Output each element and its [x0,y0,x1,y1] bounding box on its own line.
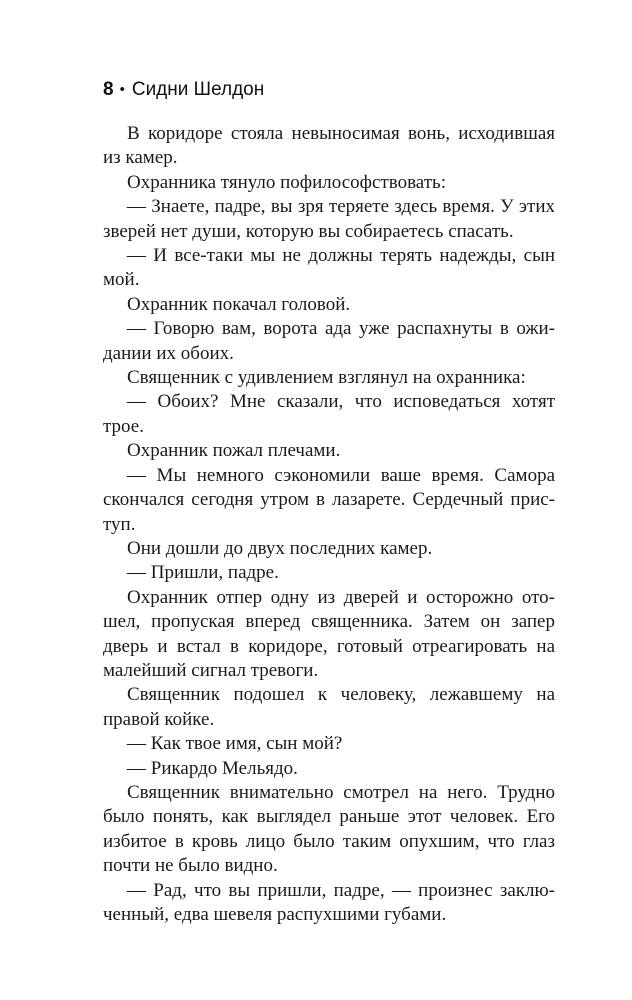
paragraph: — Обоих? Мне сказали, что исповедаться хотят трое. [103,391,555,437]
paragraph: — И все-таки мы не должны терять надежды, сын мой. [103,245,555,291]
paragraph: Охранник покачал головой. [127,293,351,315]
body-text [103,122,555,927]
paragraph: Охранника тянуло пофилософствовать: [127,171,446,193]
page-number: 8 [103,79,114,100]
paragraph: — Знаете, падре, вы зря теряете здесь время. У этих зверей нет души, которую вы собираетесь спасать. [103,196,555,242]
paragraph: — Как твое имя, сын мой? [127,733,343,755]
paragraph: Охранник пожал плечами. [127,440,341,462]
bullet-separator: • [119,81,125,98]
paragraph: — Мы немного сэкономили ваше время. Самора скончался сегодня утром в лазарете. Сердечный приступ. [103,464,555,535]
paragraph: — Пришли, падре. [127,562,279,584]
running-head [103,78,555,102]
paragraph: — Рад, что вы пришли, падре, — произнес заключенный, едва шевеля распухшими губами. [103,879,555,925]
paragraph: — Рикардо Мельядо. [127,757,298,779]
paragraph: В коридоре стояла невыносимая вонь, исходившая из камер. [103,123,555,169]
book-page [103,78,555,925]
paragraph: — Говорю вам, ворота ада уже распахнуты в ожидании их обоих. [103,318,555,364]
paragraph: Они дошли до двух последних камер. [127,537,433,559]
paragraph: Священник подошел к человеку, лежавшему на правой койке. [103,684,555,730]
author-name: Сидни Шелдон [131,79,265,100]
paragraph: Священник внимательно смотрел на него. Трудно было понять, как выглядел раньше этот человек. Его избитое в кровь лицо было таким опухшим, что глаз почти не было видно. [103,781,555,877]
paragraph: Священник с удивлением взглянул на охранника: [127,367,526,389]
paragraph: Охранник отпер одну из дверей и осторожно отошел, пропуская вперед священника. Затем он запер дверь и встал в коридоре, готовый отреагировать на малейший сигнал тревоги. [103,586,555,681]
